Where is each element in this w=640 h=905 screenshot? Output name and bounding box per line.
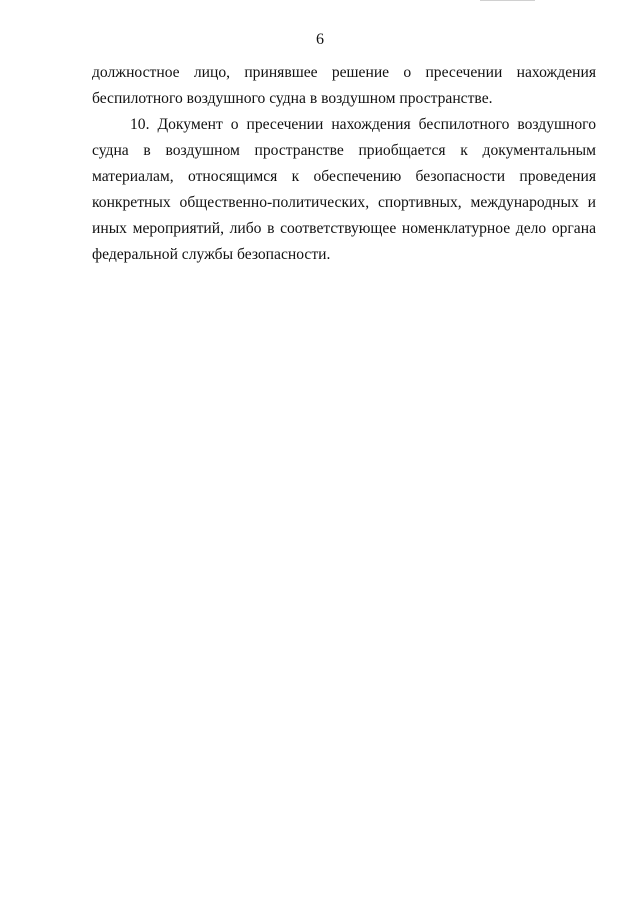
- scan-edge-mark: [480, 0, 535, 1]
- paragraph-item-10: [92, 112, 596, 268]
- text-line: материалам, относящимся к обеспечению безопасности проведения: [92, 168, 596, 185]
- text-line: должностное лицо, принявшее решение о пресечении нахождения: [92, 64, 596, 81]
- text-line: судна в воздушном пространстве приобщается к документальным: [92, 142, 596, 159]
- text-line: конкретных общественно-политических, спортивных, международных и: [92, 194, 596, 211]
- text-line: федеральной службы безопасности.: [92, 246, 331, 263]
- page-number: 6: [316, 31, 324, 48]
- paragraph-continuation: [92, 60, 596, 112]
- document-body: [92, 60, 596, 268]
- text-line: 10. Документ о пресечении нахождения беспилотного воздушного: [130, 116, 596, 133]
- text-line: иных мероприятий, либо в соответствующее номенклатурное дело органа: [92, 220, 596, 237]
- text-line: беспилотного воздушного судна в воздушном пространстве.: [92, 90, 493, 107]
